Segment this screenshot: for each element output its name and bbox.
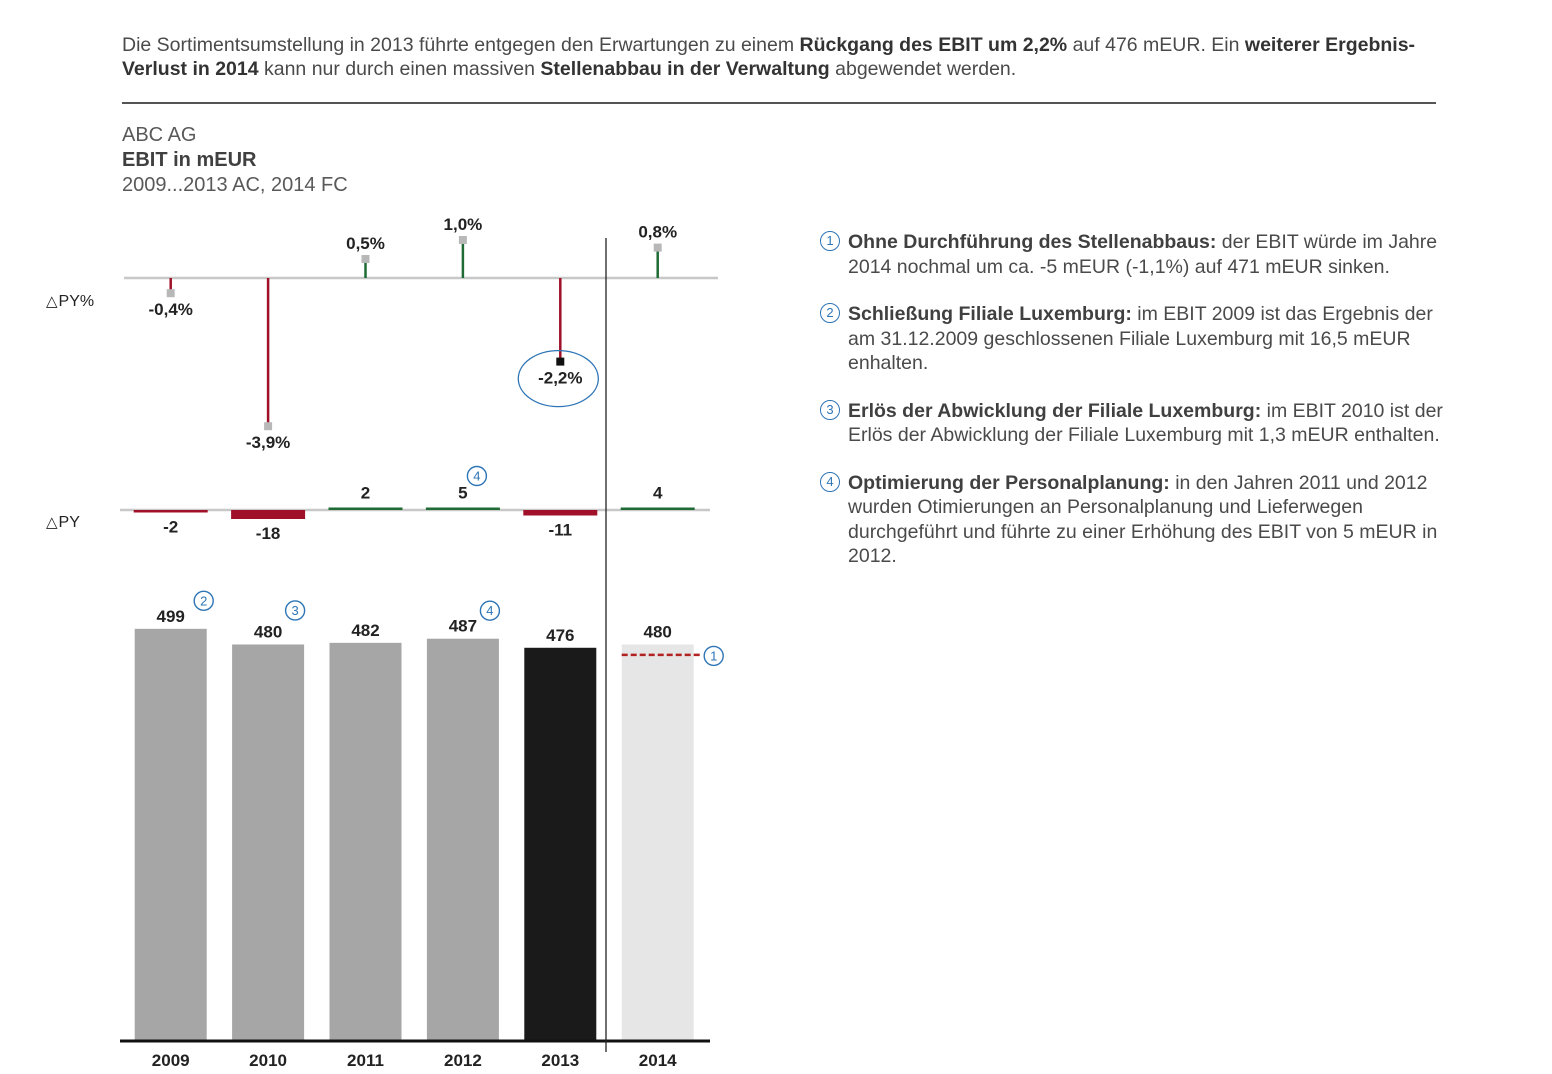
bar-value-label: 480 [643, 622, 672, 642]
note-text: der EBIT würde im Jahre 2014 nochmal um ca. -5 mEUR (-1,1%) auf 471 mEUR sinken. [848, 231, 1438, 278]
category-label: 2012 [443, 1051, 482, 1070]
row-label-delta-py-text: PY [58, 514, 80, 531]
note-title: Ohne Durchführung des Stellenabbaus: [848, 231, 1217, 253]
bar-value-label: 482 [351, 620, 380, 640]
note-number-badge: 3 [820, 400, 840, 420]
annotation-badge-1-number: 1 [710, 648, 718, 664]
pin-head-2014 [654, 244, 662, 252]
delta-py-pct-label: -0,4% [148, 300, 193, 320]
category-label: 2010 [249, 1051, 288, 1070]
message-text: auf 476 mEUR. Ein [1067, 34, 1245, 56]
delta-py-label: -11 [548, 520, 573, 540]
bar-2010 [232, 644, 304, 1040]
bar-2013 [524, 648, 596, 1040]
delta-py-pct-label: -2,2% [538, 368, 583, 388]
message-text: abgewendet werden. [829, 58, 1017, 80]
triangle-icon: △ [46, 293, 58, 310]
category-label: 2009 [151, 1051, 190, 1070]
delta-py-pct-label: 0,5% [346, 234, 385, 253]
pin-head-2013 [556, 358, 564, 366]
row-label-delta-py-pct-text: PY% [58, 293, 95, 310]
chart-period: 2009...2013 AC, 2014 FC [122, 174, 348, 196]
delta-py-bar-2013 [523, 510, 597, 516]
delta-py-bar-2011 [329, 508, 403, 511]
pin-head-2011 [362, 255, 370, 263]
note-number-badge: 2 [820, 303, 840, 323]
message-emphasis: Rückgang des EBIT um 2,2% [799, 34, 1068, 56]
annotation-badge-3-number: 3 [291, 602, 299, 618]
delta-py-pct-label: 1,0% [443, 215, 483, 234]
note-text: im EBIT 2009 ist das Ergebnis der am 31.12.2009 geschlossenen Filiale Luxemburg mit 16,5 mEUR enhalten. [848, 303, 1433, 374]
bar-2011 [330, 643, 402, 1040]
note-number-badge: 1 [820, 231, 840, 251]
bar-2012 [427, 639, 499, 1040]
notes-panel [818, 230, 1458, 592]
note-1 [818, 230, 1458, 279]
note-text: im EBIT 2010 ist der Erlös der Abwicklung der Filiale Luxemburg mit 1,3 mEUR enthalten. [848, 399, 1443, 446]
delta-py-label: 4 [652, 483, 663, 503]
chart-measure: EBIT in mEUR [122, 149, 257, 171]
note-2 [818, 302, 1458, 376]
note-title: Erlös der Abwicklung der Filiale Luxemburg: [848, 399, 1262, 422]
delta-py-pct-label: 0,8% [638, 222, 678, 242]
delta-py-label: -2 [163, 517, 179, 537]
category-label: 2011 [347, 1051, 384, 1070]
bar-value-label: 499 [156, 606, 185, 626]
bar-2014 [622, 644, 694, 1040]
message-emphasis: Stellenabbau in der Verwaltung [540, 58, 830, 80]
pin-head-2012 [459, 236, 467, 244]
category-label: 2013 [541, 1051, 580, 1070]
message-emphasis: weiterer Ergebnis-Verlust in 2014 [122, 34, 1416, 80]
note-number-badge: 4 [820, 472, 840, 492]
note-text: in den Jahren 2011 und 2012 wurden Otimierungen an Personalplanung und Lieferwegen durchgeführt und führte zu einer Erhöhung des EBIT von 5 mEUR in 2012. [848, 471, 1438, 567]
delta-py-bar-2012 [426, 508, 500, 511]
delta-py-label: 2 [360, 483, 371, 503]
category-label: 2014 [638, 1051, 677, 1070]
delta-py-label: 5 [458, 483, 468, 503]
bar-value-label: 476 [546, 625, 575, 645]
note-title: Schließung Filiale Luxemburg: [848, 303, 1132, 325]
message-text: Die Sortimentsumstellung in 2013 führte entgegen den Erwartungen zu einem [122, 34, 800, 56]
delta-py-bar-2014 [621, 508, 695, 511]
pin-head-2009 [167, 289, 175, 297]
note-title: Optimierung der Personalplanung: [848, 471, 1170, 494]
annotation-badge-4-delta-number: 4 [473, 468, 481, 484]
note-4 [818, 471, 1458, 569]
ebit-chart [0, 0, 760, 1074]
delta-py-bar-2010 [231, 510, 305, 519]
bar-value-label: 480 [253, 622, 283, 642]
chart-company: ABC AG [122, 124, 197, 146]
triangle-icon: △ [46, 514, 58, 531]
bar-value-label: 487 [448, 616, 478, 636]
annotation-badge-4-bar-number: 4 [486, 603, 494, 619]
message-text: kann nur durch einen massiven [258, 58, 541, 80]
delta-py-label: -18 [255, 524, 281, 543]
bar-2009 [135, 629, 207, 1040]
annotation-badge-2-number: 2 [200, 593, 208, 609]
delta-py-pct-label: -3,9% [245, 433, 291, 453]
pin-head-2010 [264, 422, 272, 430]
delta-py-bar-2009 [134, 510, 208, 513]
note-3 [818, 399, 1458, 448]
